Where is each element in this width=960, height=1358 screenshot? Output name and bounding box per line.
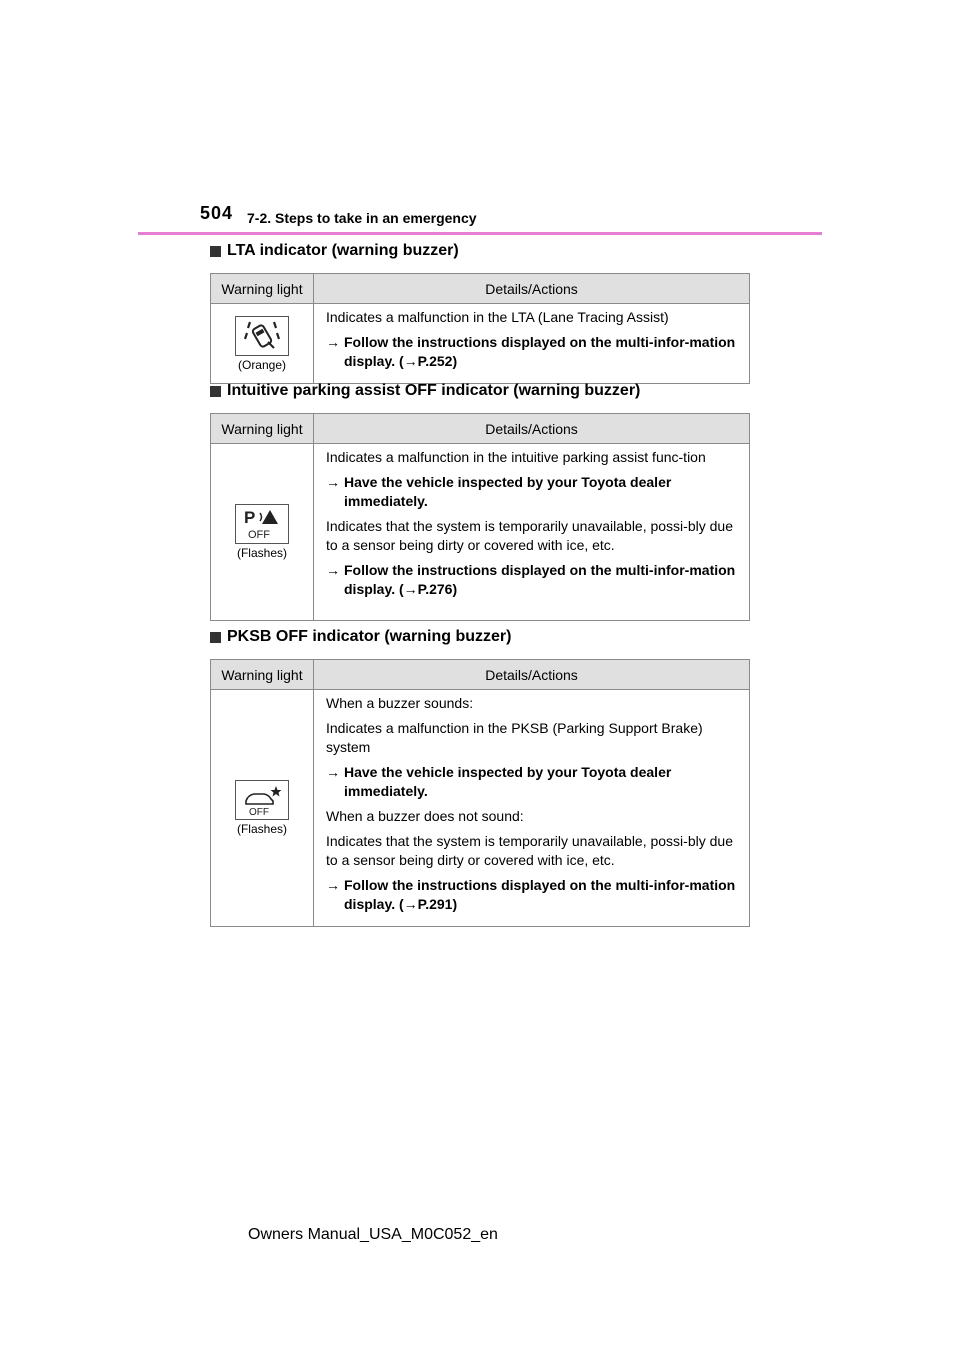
action-item (326, 876, 743, 914)
warning-light-cell (211, 304, 314, 384)
action-text: Follow the instructions displayed on the multi-infor-mation display. ( (344, 562, 736, 597)
table-row (211, 690, 750, 927)
svg-text:OFF: OFF (249, 807, 269, 817)
action-item (326, 473, 743, 511)
arrow-icon: → (403, 896, 418, 912)
details-text: Indicates that the system is temporarily unavailable, possi-bly due to a sensor being dirty or covered with ice, etc. (326, 833, 733, 868)
details-text: Indicates a malfunction in the PKSB (Parking Support Brake) system (326, 720, 703, 755)
action-text: Have the vehicle inspected by your Toyota dealer immediately. (344, 764, 672, 799)
arrow-icon: → (326, 562, 340, 578)
page-reference-link[interactable]: P.252) (417, 353, 458, 369)
arrow-icon: → (403, 353, 418, 369)
footer-manual-id: Owners Manual_USA_M0C052_en (248, 1226, 498, 1243)
svg-text:P: P (244, 508, 256, 527)
details-text: Indicates a malfunction in the intuitive parking assist func-tion (326, 449, 706, 465)
square-bullet-icon (210, 386, 221, 397)
lta-heading-text: LTA indicator (warning buzzer) (227, 242, 459, 259)
icon-caption: (Orange) (237, 357, 287, 372)
action-text: Follow the instructions displayed on the multi-infor-mation display. ( (344, 334, 736, 369)
parking-assist-heading-text: Intuitive parking assist OFF indicator (warning buzzer) (227, 382, 641, 399)
parking-assist-table (210, 413, 750, 621)
details-cell (314, 690, 750, 927)
details-cell (314, 444, 750, 621)
action-item (326, 763, 743, 801)
parking-assist-off-icon (235, 504, 289, 544)
svg-text:OFF: OFF (248, 529, 270, 541)
details-text: When a buzzer does not sound: (326, 808, 524, 824)
icon-caption: (Flashes) (236, 546, 287, 560)
details-text: When a buzzer sounds: (326, 695, 474, 711)
icon-caption: (Flashes) (236, 822, 287, 836)
col-warning-light: Warning light (211, 660, 314, 690)
col-details: Details/Actions (314, 414, 750, 444)
page-reference-link[interactable]: P.291) (417, 896, 458, 912)
square-bullet-icon (210, 246, 221, 257)
table-header-row (211, 274, 750, 304)
section-title: 7-2. Steps to take in an emergency (247, 210, 477, 226)
square-bullet-icon (210, 632, 221, 643)
pksb-heading (210, 628, 511, 646)
action-text: Have the vehicle inspected by your Toyota dealer immediately. (344, 474, 672, 509)
pksb-heading-text: PKSB OFF indicator (warning buzzer) (227, 628, 512, 645)
arrow-icon: → (403, 581, 418, 597)
action-item (326, 561, 743, 599)
arrow-icon: → (326, 334, 340, 350)
col-warning-light: Warning light (211, 414, 314, 444)
pksb-table (210, 659, 750, 927)
col-warning-light: Warning light (211, 274, 314, 304)
details-text: Indicates that the system is temporarily unavailable, possi-bly due to a sensor being dirty or covered with ice, etc. (326, 518, 733, 553)
arrow-icon: → (326, 764, 340, 780)
table-row (211, 304, 750, 384)
page-reference-link[interactable]: P.276) (417, 581, 458, 597)
lta-lane-icon (235, 316, 289, 356)
action-item (326, 333, 743, 371)
lta-heading (210, 242, 459, 260)
pksb-off-icon (235, 780, 289, 820)
page-number: 504 (200, 203, 234, 223)
col-details: Details/Actions (314, 274, 750, 304)
details-text: Indicates a malfunction in the LTA (Lane Tracing Assist) (326, 309, 669, 325)
table-row (211, 444, 750, 621)
action-text: Follow the instructions displayed on the multi-infor-mation display. ( (344, 877, 736, 912)
table-header-row (211, 414, 750, 444)
parking-assist-heading (210, 382, 640, 400)
details-cell (314, 304, 750, 384)
col-details: Details/Actions (314, 660, 750, 690)
arrow-icon: → (326, 474, 340, 490)
warning-light-cell (211, 444, 314, 621)
lta-table (210, 273, 750, 384)
warning-light-cell (211, 690, 314, 927)
header-divider (138, 232, 822, 235)
arrow-icon: → (326, 877, 340, 893)
table-header-row (211, 660, 750, 690)
